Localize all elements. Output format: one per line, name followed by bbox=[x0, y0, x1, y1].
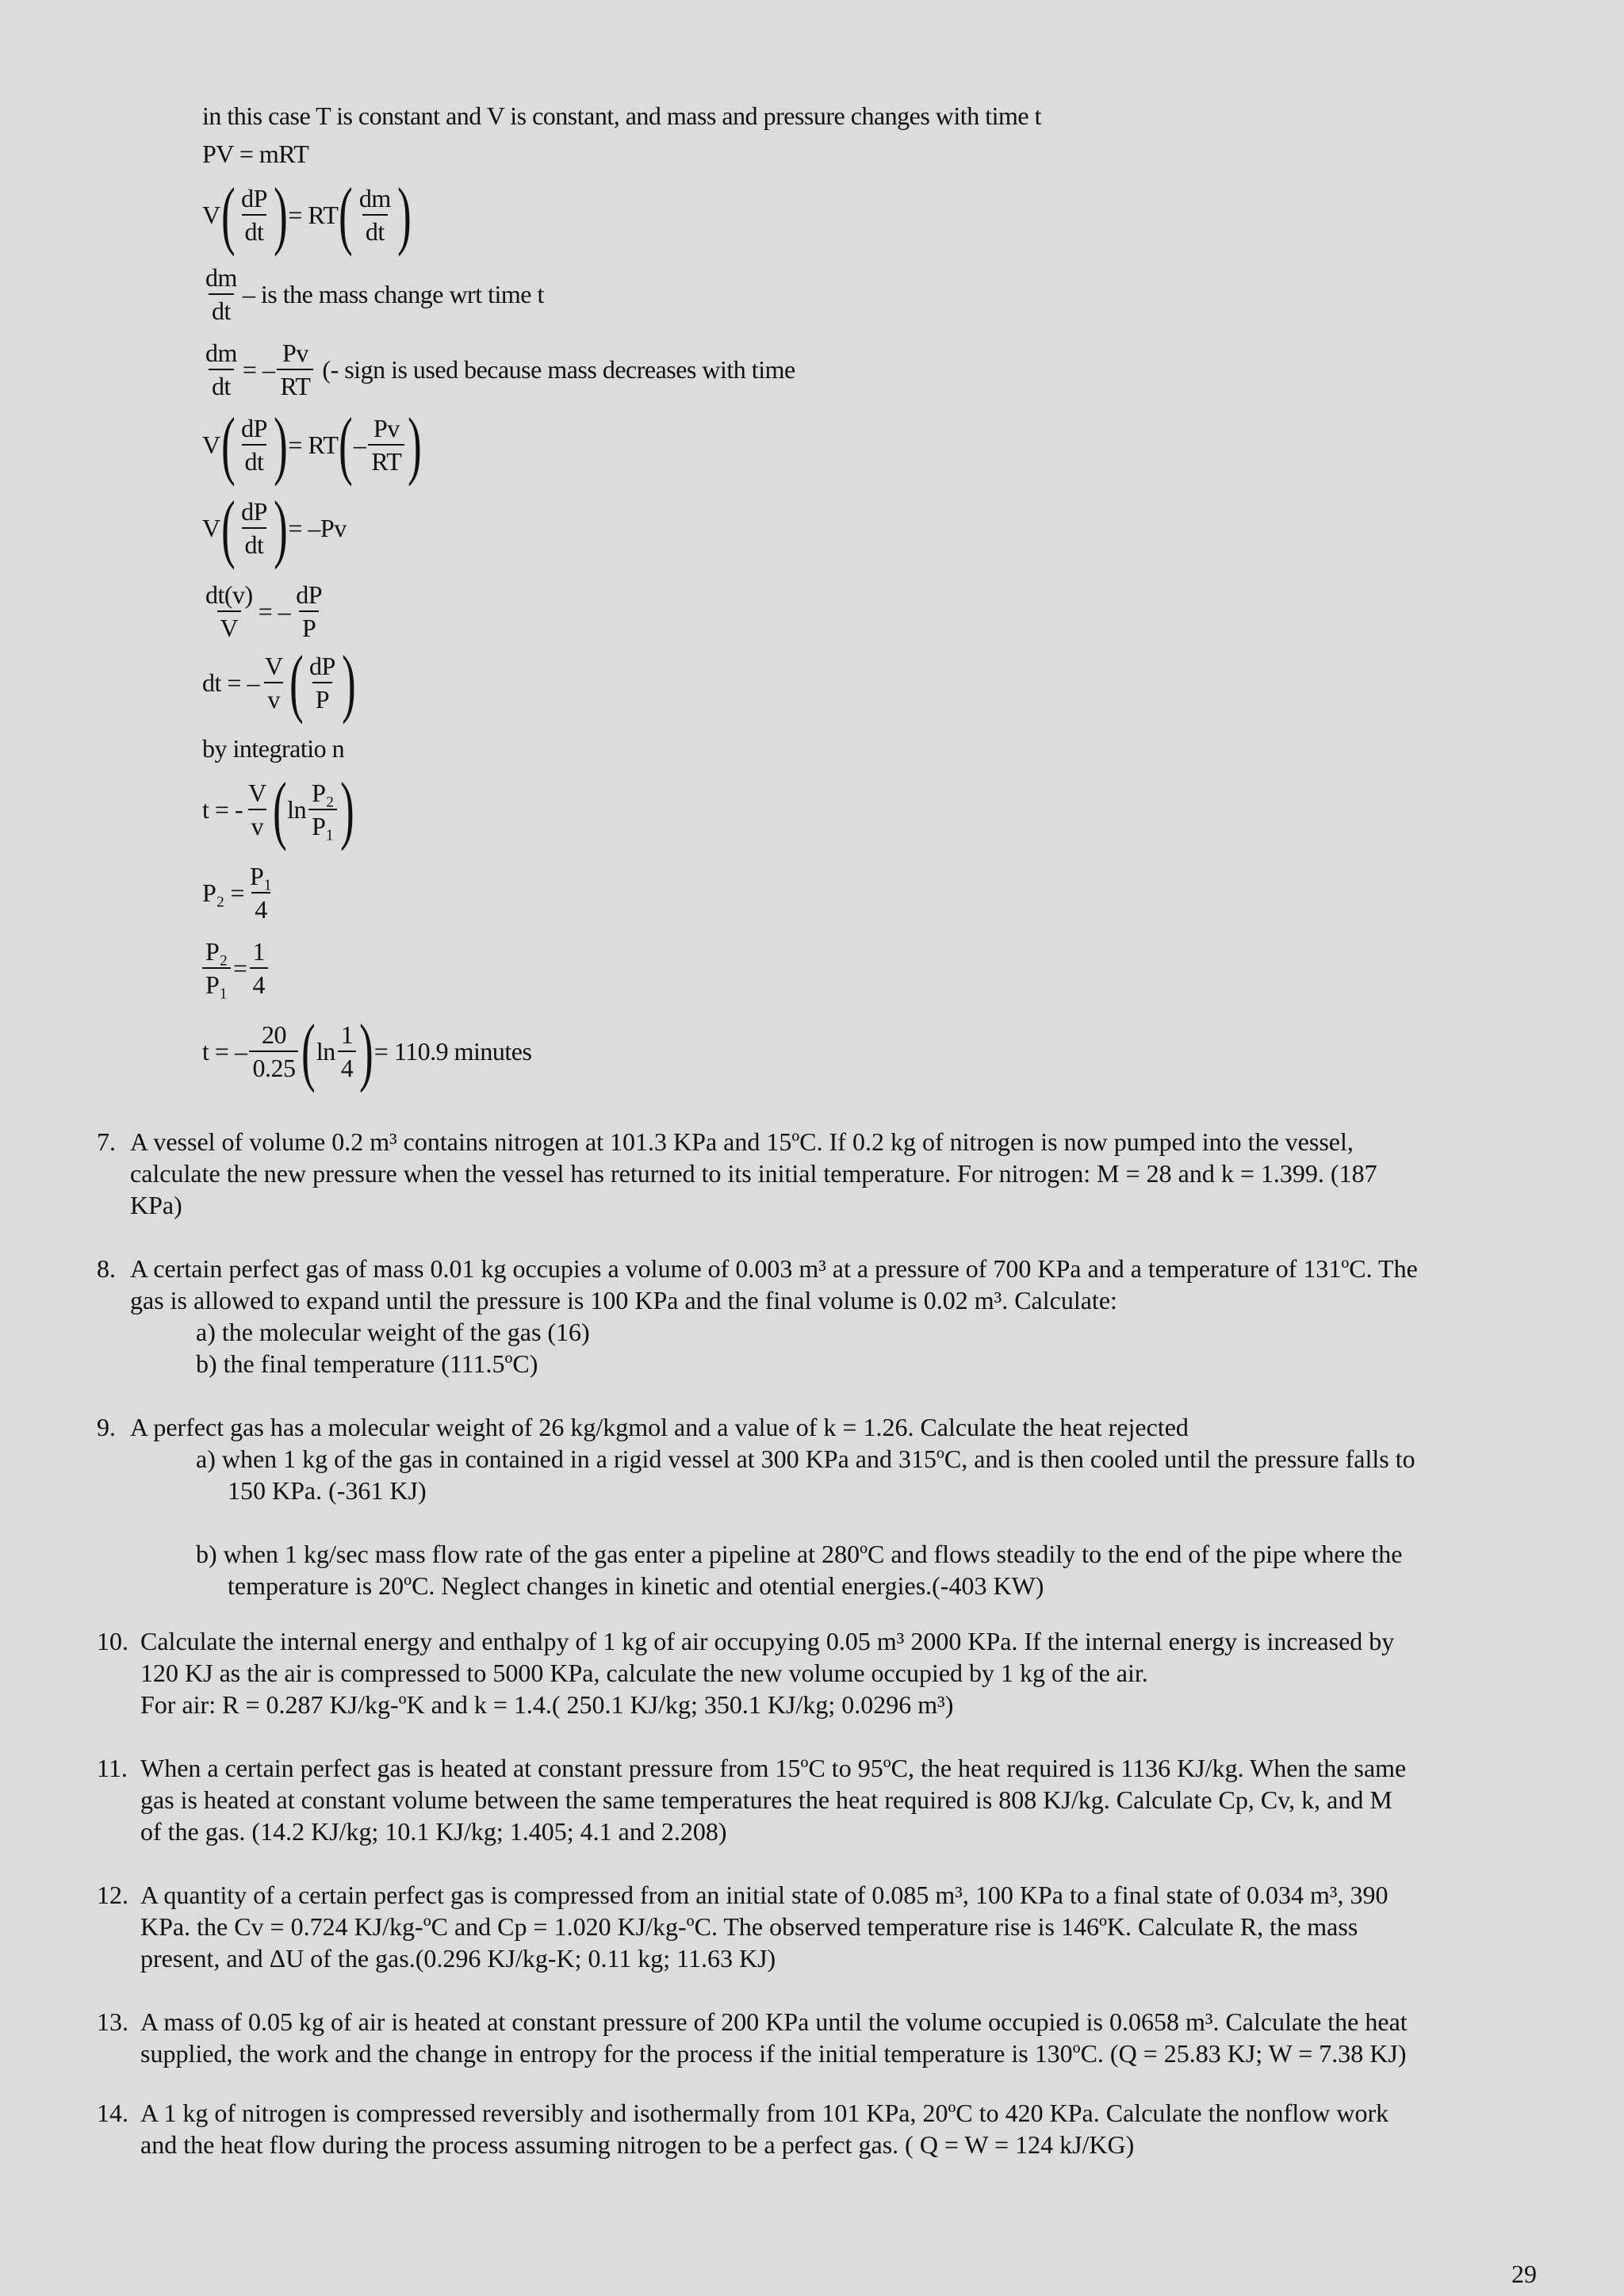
eq-mid: = bbox=[232, 953, 247, 982]
problem-line: For air: R = 0.287 KJ/kg-ºK and k = 1.4.( 250.1 KJ/kg; 350.1 KJ/kg; 0.0296 m³) bbox=[140, 1690, 954, 1719]
equation-substituted: V ( $\frac{dP}{dt}$ ) = RT ( – $\frac{Pv}{RT}$ ) bbox=[202, 402, 422, 487]
eq-den: v bbox=[248, 809, 267, 842]
problem-number: 14. bbox=[97, 2099, 128, 2127]
problem-subitem-continued: 150 KPa. (-361 KJ) bbox=[228, 1476, 427, 1505]
eq-num: dm bbox=[205, 339, 237, 367]
eq-num: Pv bbox=[373, 414, 400, 442]
eq-rhs: = 110.9 minutes bbox=[373, 1036, 532, 1066]
eq-den: RT bbox=[277, 369, 313, 402]
eq-num: dP bbox=[241, 184, 267, 212]
eq-den: 4 bbox=[250, 967, 269, 1001]
eq-den: V bbox=[217, 610, 242, 644]
problem-9 bbox=[97, 1411, 1532, 1601]
eq-num: 1 bbox=[340, 1020, 354, 1049]
ideal-gas-equation: PV = mRT bbox=[202, 140, 309, 168]
eq-text: (- sign is used because mass decreases with time bbox=[322, 354, 795, 384]
eq-num: P₂ bbox=[205, 937, 228, 966]
problem-12 bbox=[97, 1879, 1532, 1974]
problem-line: A mass of 0.05 kg of air is heated at constant pressure of 200 KPa until the volume occupied is 0.0658 m³. Calculate the heat bbox=[140, 2007, 1408, 2036]
eq-ln: ln bbox=[316, 1036, 335, 1066]
page-number: 29 bbox=[1511, 2260, 1537, 2288]
eq-num: dm bbox=[358, 184, 391, 212]
problem-number: 11. bbox=[97, 1754, 128, 1782]
equation-simplified: V ( $\frac{dP}{dt}$ ) = –Pv bbox=[202, 485, 347, 570]
eq-num: 1 bbox=[252, 937, 265, 966]
eq-lhs: dt = – bbox=[202, 668, 259, 697]
problem-number: 7. bbox=[97, 1127, 116, 1156]
eq-den: P₁ bbox=[202, 967, 231, 1001]
problem-line: A perfect gas has a molecular weight of 26 kg/kgmol and a value of k = 1.26. Calculate the heat rejected bbox=[130, 1413, 1189, 1441]
problem-line: A vessel of volume 0.2 m³ contains nitrogen at 101.3 KPa and 15ºC. If 0.2 kg of nitrogen is now pumped into the vessel, bbox=[130, 1127, 1354, 1156]
problem-line: 120 KJ as the air is compressed to 5000 KPa, calculate the new volume occupied by 1 kg of the air. bbox=[140, 1659, 1148, 1687]
eq-den: P bbox=[299, 610, 319, 644]
problem-line: A quantity of a certain perfect gas is compressed from an initial state of 0.085 m³, 100 KPa to a final state of 0.034 m³, 390 bbox=[140, 1881, 1388, 1909]
eq-num: Pv bbox=[282, 339, 308, 367]
problem-number: 9. bbox=[97, 1413, 116, 1441]
problem-subitem-continued: temperature is 20ºC. Neglect changes in kinetic and otential energies.(-403 KW) bbox=[228, 1571, 1044, 1600]
eq-den: dt bbox=[242, 444, 267, 477]
problem-10 bbox=[97, 1625, 1532, 1720]
eq-mid: = – bbox=[242, 354, 275, 384]
eq-v: V bbox=[202, 513, 220, 542]
eq-den: P bbox=[312, 682, 332, 715]
problem-line: When a certain perfect gas is heated at constant pressure from 15ºC to 95ºC, the heat required is 1136 KJ/kg. When the same bbox=[140, 1754, 1407, 1782]
eq-den: P₁ bbox=[308, 809, 337, 842]
problem-line: KPa. the Cv = 0.724 KJ/kg-ºC and Cp = 1.020 KJ/kg-ºC. The observed temperature rise is 146ºK. Calculate R, the mass bbox=[140, 1912, 1358, 1941]
equation-separated bbox=[202, 579, 327, 644]
eq-num: dP bbox=[296, 580, 323, 609]
equation-mass-change bbox=[202, 262, 544, 327]
problem-line: A 1 kg of nitrogen is compressed reversibly and isothermally from 101 KPa, 20ºC to 420 KPa. Calculate the nonflow work bbox=[140, 2099, 1389, 2127]
eq-den: RT bbox=[368, 444, 404, 477]
eq-ln: ln bbox=[287, 794, 307, 824]
equation-dt: dt = – $\frac{V}{v}$ ( $\frac{dP}{P}$ ) bbox=[202, 640, 356, 725]
eq-den: dt bbox=[242, 527, 267, 561]
problem-number: 8. bbox=[97, 1254, 116, 1283]
problem-line: gas is allowed to expand until the pressure is 100 KPa and the final volume is 0.02 m³. Calculate: bbox=[130, 1286, 1117, 1314]
problem-line: present, and ΔU of the gas.(0.296 KJ/kg-K; 0.11 kg; 11.63 KJ) bbox=[140, 1944, 776, 1973]
eq-v: V bbox=[202, 200, 220, 229]
eq-mid: = RT bbox=[288, 200, 339, 229]
eq-rhs: = –Pv bbox=[288, 513, 347, 542]
equation-mass-rate bbox=[202, 337, 795, 402]
eq-num: V bbox=[248, 779, 266, 807]
problem-7 bbox=[97, 1126, 1532, 1221]
problem-number: 10. bbox=[97, 1627, 128, 1655]
problem-line: KPa) bbox=[130, 1191, 182, 1219]
integration-label: by integratio n bbox=[202, 734, 345, 763]
problem-13 bbox=[97, 2006, 1532, 2069]
eq-num: 20 bbox=[261, 1020, 286, 1049]
problem-subitem: b) the final temperature (111.5ºC) bbox=[196, 1349, 538, 1378]
equation-integrated: t = - $\frac{V}{v}$ ( ln $\frac{\text{P₂}}{\text{P₁}}$ ) bbox=[202, 767, 354, 851]
problem-line: supplied, the work and the change in entropy for the process if the initial temperature is 130ºC. (Q = 25.83 KJ; W = 7.38 KJ) bbox=[140, 2039, 1407, 2068]
eq-sign: – bbox=[353, 430, 366, 459]
eq-num: dP bbox=[241, 414, 267, 442]
eq-num: P₂ bbox=[312, 779, 335, 807]
eq-num: dt(v) bbox=[205, 580, 253, 609]
eq-den: dt bbox=[242, 214, 267, 247]
problem-14 bbox=[97, 2097, 1532, 2160]
derivation-intro: in this case T is constant and V is constant, and mass and pressure changes with time t bbox=[202, 101, 1041, 130]
equation-p2 bbox=[202, 860, 278, 925]
eq-lhs: t = – bbox=[202, 1036, 247, 1066]
eq-num: dP bbox=[309, 652, 335, 680]
problem-subitem: a) the molecular weight of the gas (16) bbox=[196, 1318, 590, 1346]
equation-ratio bbox=[202, 936, 270, 1001]
eq-num: dm bbox=[205, 263, 237, 292]
problem-subitem: b) when 1 kg/sec mass flow rate of the gas enter a pipeline at 280ºC and flows steadily to the end of the pipe where the bbox=[196, 1540, 1403, 1568]
eq-den: dt bbox=[209, 293, 234, 327]
problem-line: calculate the new pressure when the vessel has returned to its initial temperature. For nitrogen: M = 28 and k = 1.399. (187 bbox=[130, 1159, 1377, 1188]
problem-number: 13. bbox=[97, 2007, 128, 2036]
problem-line: A certain perfect gas of mass 0.01 kg occupies a volume of 0.003 m³ at a pressure of 700 KPa and a temperature of 131ºC. The bbox=[130, 1254, 1418, 1283]
problem-line: of the gas. (14.2 KJ/kg; 10.1 KJ/kg; 1.405; 4.1 and 2.208) bbox=[140, 1817, 727, 1846]
problem-line: and the heat flow during the process assuming nitrogen to be a perfect gas. ( Q = W = 124 kJ/KG) bbox=[140, 2130, 1135, 2159]
eq-lhs: P₂ = bbox=[202, 878, 244, 907]
eq-den: 4 bbox=[338, 1050, 357, 1084]
eq-num: P₁ bbox=[250, 862, 272, 890]
eq-mid: = RT bbox=[288, 430, 339, 459]
problem-11 bbox=[97, 1752, 1532, 1847]
problem-8 bbox=[97, 1253, 1532, 1380]
problem-subitem: a) when 1 kg of the gas in contained in a rigid vessel at 300 KPa and 315ºC, and is then cooled until the pressure falls to bbox=[196, 1445, 1415, 1473]
eq-v: V bbox=[202, 430, 220, 459]
eq-den: 0.25 bbox=[249, 1050, 298, 1084]
equation-rate-form: V ( $\frac{dP}{dt}$ ) = RT ( $\frac{dm}{dt}$ ) bbox=[202, 172, 412, 257]
eq-num: dP bbox=[241, 497, 267, 526]
eq-den: v bbox=[264, 682, 283, 715]
equation-result: t = – $\frac{20}{0.25}$ ( ln $\frac{1}{4}$ ) = 110.9 minutes bbox=[202, 1008, 532, 1093]
problem-line: Calculate the internal energy and enthalpy of 1 kg of air occupying 0.05 m³ 2000 KPa. If the internal energy is increased by bbox=[140, 1627, 1395, 1655]
eq-text: – is the mass change wrt time t bbox=[242, 279, 544, 308]
eq-num: V bbox=[264, 652, 283, 680]
eq-den: 4 bbox=[251, 892, 270, 925]
eq-den: dt bbox=[209, 369, 234, 402]
eq-lhs: t = - bbox=[202, 794, 243, 824]
problem-line: gas is heated at constant volume between the same temperatures the heat required is 808 KJ/kg. Calculate Cp, Cv, k, and M bbox=[140, 1785, 1392, 1814]
eq-mid: = – bbox=[258, 596, 291, 626]
problem-number: 12. bbox=[97, 1881, 128, 1909]
eq-den: dt bbox=[362, 214, 388, 247]
